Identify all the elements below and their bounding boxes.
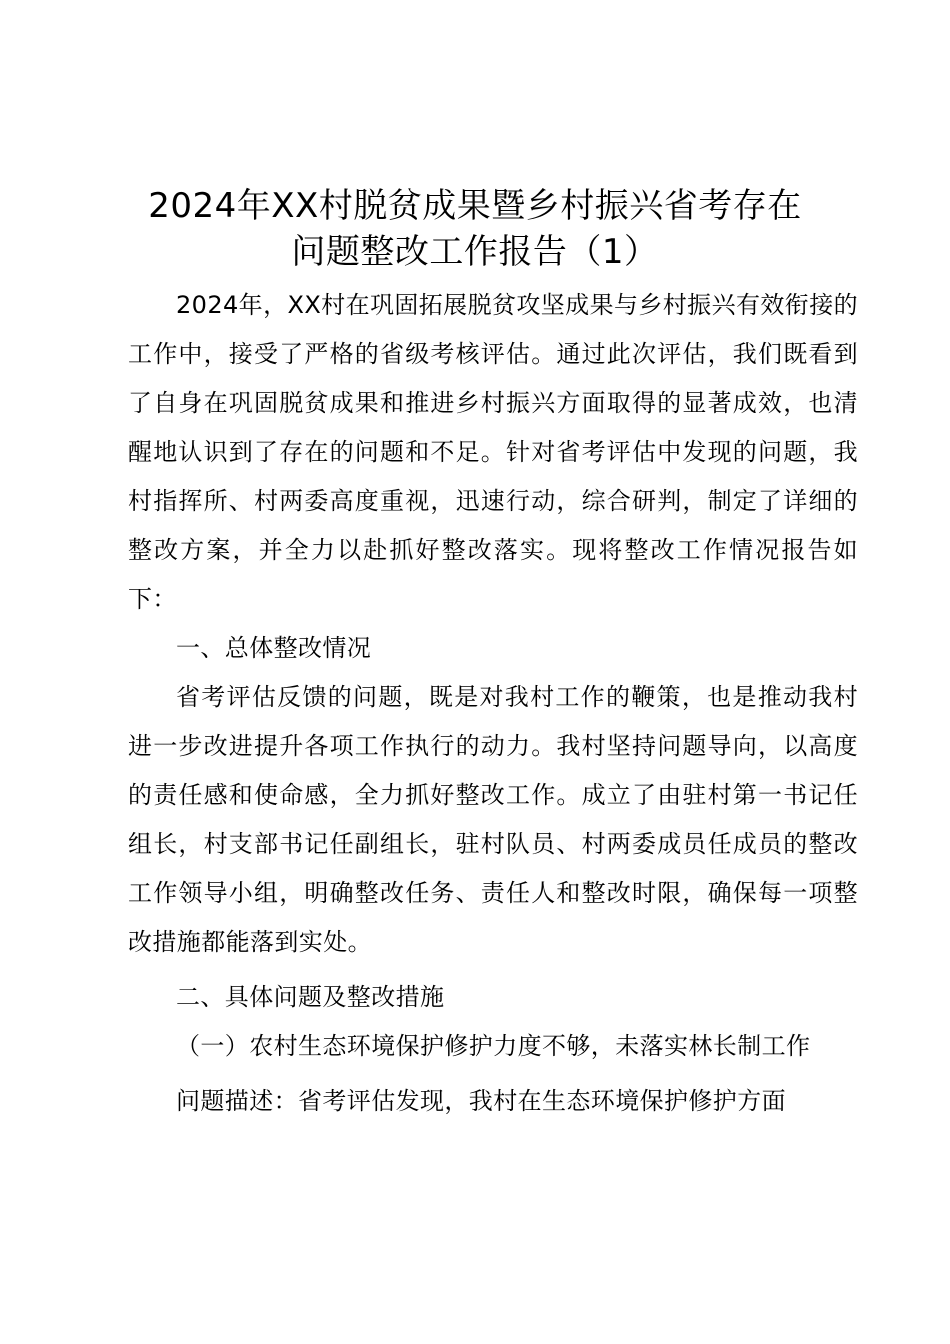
section-1-paragraph: 省考评估反馈的问题，既是对我村工作的鞭策，也是推动我村进一步改进提升各项工作执行的动力。我村坚持问题导向，以高度的责任感和使命感，全力抓好整改工作。成立了由驻村第一书记任组长，村支部书记任副组长，驻村队员、村两委成员任成员的整改工作领导小组，明确整改任务、责任人和整改时限，确保每一项整改措施都能落到实处。	[128, 683, 858, 956]
intro-paragraph: 2024年，XX村在巩固拓展脱贫攻坚成果与乡村振兴有效衔接的工作中，接受了严格的省级考核评估。通过此次评估，我们既看到了自身在巩固脱贫成果和推进乡村振兴方面取得的显著成效，也清醒地认识到了存在的问题和不足。针对省考评估中发现的问题，我村指挥所、村两委高度重视，迅速行动，综合研判，制定了详细的整改方案，并全力以赴抓好整改落实。现将整改工作情况报告如下：	[128, 291, 858, 613]
section-2-heading: 二、具体问题及整改措施	[176, 983, 445, 1011]
problem-description: 问题描述：省考评估发现，我村在生态环境保护修护方面	[176, 1087, 786, 1115]
subsection-1-heading: （一）农村生态环境保护修护力度不够，未落实林长制工作	[176, 1032, 811, 1060]
title-line-1: 2024年XX村脱贫成果暨乡村振兴省考存在	[148, 186, 802, 226]
document-title	[120, 183, 830, 275]
section-1-heading: 一、总体整改情况	[176, 634, 372, 662]
title-line-2: 问题整改工作报告（1）	[291, 232, 659, 272]
document-body	[128, 281, 858, 1126]
